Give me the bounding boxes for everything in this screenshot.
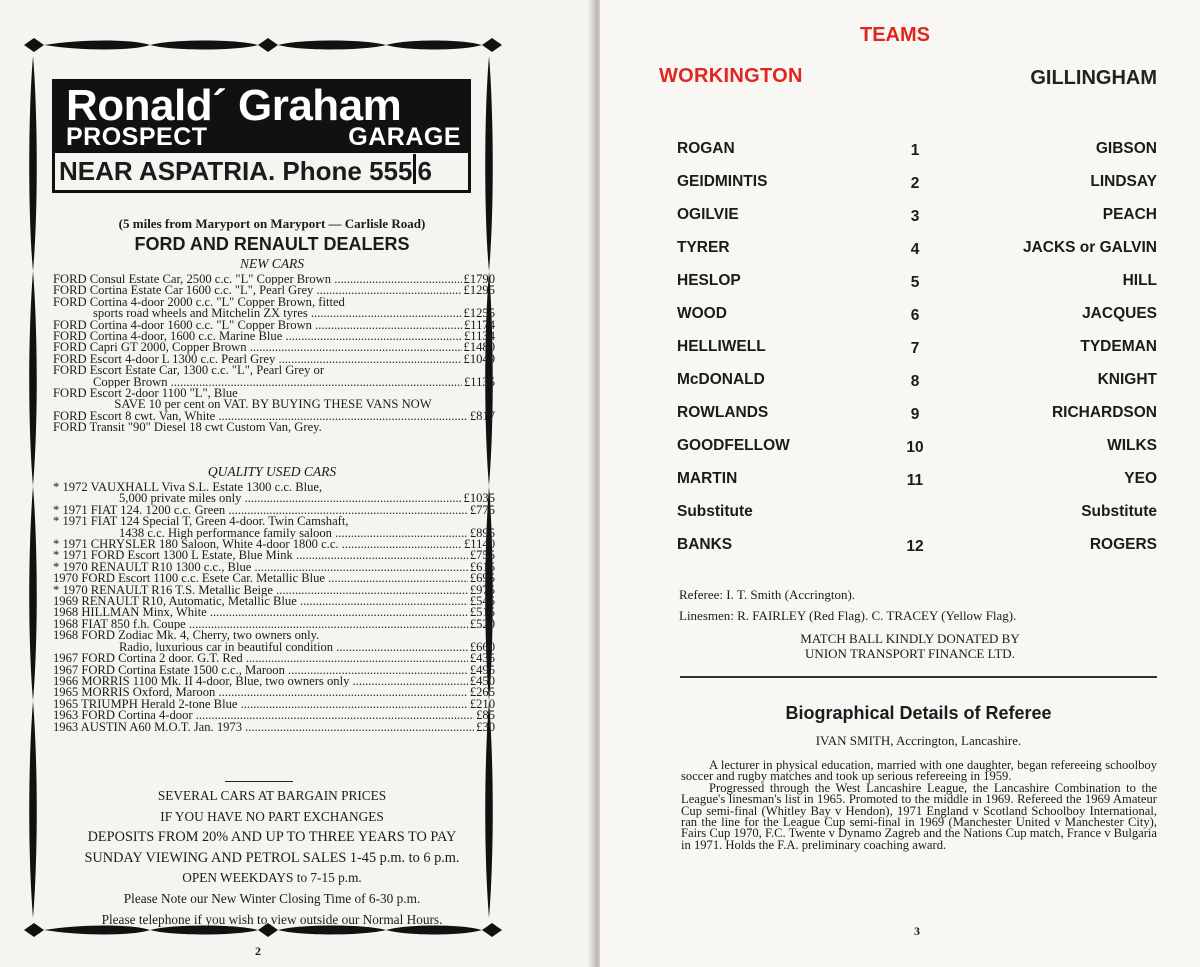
lineup-row	[677, 173, 1157, 206]
page-number: 2	[255, 944, 261, 958]
home-player: GOODFELLOW	[677, 437, 790, 454]
car-price: £1295	[463, 283, 495, 298]
car-description: 1968 HILLMAN Minx, White .....	[53, 607, 468, 618]
closing-line: SUNDAY VIEWING AND PETROL SALES 1-45 p.m. to 6 p.m.	[84, 849, 460, 866]
car-price: £435	[469, 651, 495, 666]
car-listing	[53, 550, 495, 561]
closing-line: OPEN WEEKDAYS to 7-15 p.m.	[182, 870, 362, 886]
car-listing	[53, 719, 495, 734]
car-listing	[53, 297, 495, 308]
car-price: £545	[469, 594, 495, 609]
car-price: £660	[469, 639, 495, 654]
lineup-row	[677, 239, 1157, 272]
car-listing	[53, 539, 495, 550]
car-price: £1255	[463, 306, 495, 321]
shirt-number: 5	[910, 274, 920, 291]
car-price: £895	[469, 525, 495, 540]
away-player: ROGERS	[1089, 536, 1157, 553]
page-number: 3	[914, 924, 920, 938]
car-price: £1174	[463, 317, 495, 332]
closing-line: SEVERAL CARS AT BARGAIN PRICES	[157, 788, 387, 803]
away-player: HILL	[1122, 272, 1157, 289]
car-price: £85	[476, 708, 495, 723]
car-listing	[53, 374, 495, 389]
car-listing	[53, 365, 495, 376]
car-description: FORD Escort 2-door 1100 "L", Blue	[53, 388, 238, 400]
bio-title: Biographical Details of Referee	[785, 703, 1052, 723]
car-description: * 1971 FORD Escort 1300 L Estate, Blue Mink .....	[53, 550, 468, 561]
car-price: £265	[469, 685, 495, 700]
advert-garage-right: GARAGE	[348, 123, 461, 151]
car-listing	[53, 274, 495, 285]
car-description: 1966 MORRIS 1100 Mk. II 4-door, Blue, two owners only .....	[53, 676, 468, 687]
advert-dealers-heading: FORD AND RENAULT DEALERS	[134, 234, 410, 254]
car-description: FORD Consul Estate Car, 2500 c.c. "L" Copper Brown .....	[53, 274, 462, 285]
car-listing	[53, 673, 495, 688]
shirt-number: 4	[910, 241, 920, 258]
car-listing	[53, 502, 495, 517]
used-cars-title: QUALITY USED CARS	[207, 464, 337, 479]
closing-line: IF YOU HAVE NO PART EXCHANGES	[160, 808, 384, 824]
car-description: 5,000 private miles only .....	[53, 493, 462, 504]
car-description: FORD Cortina 4-door 2000 c.c. "L" Copper Brown, fitted	[53, 296, 345, 309]
section-divider	[680, 676, 1157, 678]
car-listing	[53, 388, 495, 399]
car-description: 1968 FIAT 850 f.h. Coupe .....	[53, 619, 468, 630]
car-price: £1480	[463, 340, 495, 355]
shirt-number: 1	[910, 142, 920, 159]
lineup-row	[677, 338, 1157, 371]
advert-closing	[52, 786, 492, 930]
home-player: McDONALD	[677, 371, 765, 388]
car-price: £817	[469, 408, 495, 423]
car-listing	[53, 422, 495, 433]
car-price: £1790	[463, 272, 495, 286]
closing-line: Please telephone if you wish to view outside our Normal Hours.	[101, 911, 443, 927]
bio-paragraph: Progressed through the West Lancashire League, the Lancashire Combination to the League's linesman's list in 1965. Promoted to the middle in 1969. Refereed the 1969 Amateur Cup semi-final (Whitley Bay v Hendon), 1971 England v Scotland Schoolboy International, ran the line for the League Cup semi-final in 1969 (Manchester United v Manchester City), Fairs Cup 1970, F.C. Twente v Dynamo Zagreb and the Nations Cup match, France v Bulgaria in 1971. Holds the F.A. preliminary coaching award.	[681, 780, 1158, 852]
car-description: 1967 FORD Cortina Estate 1500 c.c., Maroon .....	[53, 665, 468, 676]
car-listing	[53, 408, 495, 423]
car-price: £210	[469, 696, 495, 711]
shirt-number: 8	[910, 373, 920, 390]
closing-line: DEPOSITS FROM 20% AND UP TO THREE YEARS TO PAY	[87, 829, 457, 846]
ornament-border-top	[22, 36, 504, 54]
car-listing	[53, 596, 495, 607]
lineup-row	[677, 371, 1157, 404]
lineup-row	[677, 503, 1157, 536]
car-listing	[53, 559, 495, 574]
car-price: £30	[476, 719, 495, 734]
away-team-name: GILLINGHAM	[1030, 67, 1157, 89]
car-description: sports road wheels and Mitchelin ZX tyres .....	[53, 308, 462, 319]
shirt-number: 3	[910, 208, 920, 225]
car-price: £515	[469, 605, 495, 620]
car-description: Copper Brown .....	[53, 377, 462, 388]
car-description: * 1970 RENAULT R16 T.S. Metallic Beige .....	[53, 585, 468, 596]
car-description: 1965 MORRIS Oxford, Maroon .....	[53, 687, 468, 698]
car-listing	[53, 285, 495, 296]
car-listing	[53, 331, 495, 342]
advert-directions: (5 miles from Maryport on Maryport — Carlisle Road)	[118, 216, 426, 231]
car-listing	[53, 399, 495, 410]
car-description: Radio, luxurious car in beautiful condition .....	[53, 642, 468, 653]
new-cars-title: NEW CARS	[239, 256, 305, 271]
away-player: RICHARDSON	[1051, 404, 1157, 421]
car-price: £775	[469, 502, 495, 517]
away-player: JACQUES	[1082, 305, 1157, 322]
bio-paragraph: A lecturer in physical education, married with one daughter, began refereeing schoolboy soccer and rugby matches and took up serious refereeing in 1959.	[681, 758, 1157, 784]
car-listing	[53, 630, 495, 641]
lineup-row	[677, 536, 1157, 569]
linesmen-line: Linesmen: R. FAIRLEY (Red Flag). C. TRACEY (Yellow Flag).	[679, 608, 1017, 623]
car-listing	[53, 351, 495, 366]
match-ball-notice	[720, 632, 1100, 661]
shirt-number: 10	[906, 439, 924, 456]
lineup-row	[677, 272, 1157, 305]
car-listing	[53, 662, 495, 677]
away-player: KNIGHT	[1097, 371, 1157, 388]
car-listing	[53, 687, 495, 698]
car-listing	[53, 607, 495, 618]
home-player: OGILVIE	[677, 206, 739, 223]
home-player: WOOD	[677, 305, 727, 322]
car-listing	[53, 482, 495, 493]
lineup-row	[677, 305, 1157, 338]
home-player: Substitute	[677, 503, 753, 520]
away-player: YEO	[1124, 470, 1157, 487]
car-listing	[53, 639, 495, 654]
car-description: 1969 RENAULT R10, Automatic, Metallic Blue .....	[53, 596, 468, 607]
car-listing	[53, 582, 495, 597]
shirt-number: 7	[910, 340, 920, 357]
car-description: 1963 FORD Cortina 4-door .....	[53, 710, 474, 721]
advert-phone-suffix: 6	[417, 156, 432, 186]
car-listing	[53, 308, 495, 319]
home-player: ROGAN	[677, 140, 735, 157]
away-player: JACKS or GALVIN	[1022, 239, 1157, 256]
car-description: 1963 AUSTIN A60 M.O.T. Jan. 1973 .....	[53, 722, 474, 733]
car-listing	[53, 525, 495, 540]
away-player: TYDEMAN	[1080, 338, 1157, 355]
bio-name: IVAN SMITH, Accrington, Lancashire.	[815, 733, 1022, 748]
car-description: FORD Transit "90" Diesel 18 cwt Custom Van, Grey.	[53, 422, 322, 434]
car-price: £1035	[463, 491, 495, 506]
lineup-row	[677, 470, 1157, 503]
car-description: FORD Escort 8 cwt. Van, White .....	[53, 411, 468, 422]
home-player: TYRER	[677, 239, 730, 256]
car-description: FORD Cortina 4-door, 1600 c.c. Marine Blue .....	[53, 331, 462, 342]
advert-garage-left: PROSPECT	[66, 123, 208, 151]
car-description: FORD Escort 4-door L 1300 c.c. Pearl Grey .....	[53, 354, 462, 365]
car-price: £615	[469, 559, 495, 574]
car-listing	[53, 516, 495, 527]
car-description: * 1971 FIAT 124. 1200 c.c. Green .....	[53, 505, 468, 516]
car-description: FORD Cortina Estate Car 1600 c.c. "L", Pearl Grey .....	[53, 285, 462, 296]
match-ball-line: MATCH BALL KINDLY DONATED BY	[800, 631, 1020, 646]
car-description: FORD Capri GT 2000, Copper Brown .....	[53, 342, 462, 353]
car-description: 1970 FORD Escort 1100 c.c. Esete Car. Metallic Blue .....	[53, 573, 468, 584]
car-description: * 1970 RENAULT R10 1300 c.c., Blue .....	[53, 562, 468, 573]
lineup-row	[677, 206, 1157, 239]
car-listing	[53, 342, 495, 353]
car-description: 1968 FORD Zodiac Mk. 4, Cherry, two owners only.	[53, 630, 320, 642]
advert-location: NEAR ASPATRIA. Phone 555	[59, 156, 413, 186]
car-listing	[53, 710, 495, 721]
home-player: GEIDMINTIS	[677, 173, 768, 190]
car-price: £975	[469, 582, 495, 597]
car-listing	[53, 696, 495, 711]
car-price: £520	[469, 616, 495, 631]
car-price: £1049	[463, 351, 495, 366]
home-player: ROWLANDS	[677, 404, 769, 421]
home-player: BANKS	[677, 536, 733, 553]
away-player: PEACH	[1102, 206, 1157, 223]
car-description: 1438 c.c. High performance family saloon .....	[53, 528, 468, 539]
car-price: £755	[469, 548, 495, 563]
car-description: 1967 FORD Cortina 2 door. G.T. Red .....	[53, 653, 468, 664]
closing-line: Please Note our New Winter Closing Time of 6-30 p.m.	[123, 890, 421, 906]
referee-line: Referee: I. T. Smith (Accrington).	[679, 587, 856, 602]
home-team-name: WORKINGTON	[659, 65, 803, 87]
car-price: £695	[469, 571, 495, 586]
new-cars-list	[53, 274, 495, 434]
shirt-number: 9	[910, 406, 920, 423]
lineup-row	[677, 404, 1157, 437]
away-player: LINDSAY	[1090, 173, 1157, 190]
shirt-number: 11	[906, 472, 924, 489]
divider-rule	[225, 781, 293, 782]
car-description: SAVE 10 per cent on VAT. BY BUYING THESE VANS NOW	[114, 399, 432, 411]
advert-business-name: Ronald´ Graham	[66, 81, 402, 130]
away-player: Substitute	[1081, 503, 1157, 520]
car-description: FORD Escort Estate Car, 1300 c.c. "L", Pearl Grey or	[53, 365, 325, 377]
car-price: £1135	[463, 374, 495, 389]
advert-location-phone	[52, 153, 471, 193]
car-price: £495	[469, 662, 495, 677]
used-cars-list	[53, 482, 495, 733]
car-price: £1134	[463, 329, 495, 344]
match-officials	[679, 584, 1016, 626]
lineup-row	[677, 140, 1157, 173]
advert-header	[52, 79, 471, 153]
home-player: HELLIWELL	[677, 338, 766, 355]
bio-text	[681, 760, 1157, 851]
team-lineup	[677, 140, 1157, 569]
car-description: FORD Cortina 4-door 1600 c.c. "L" Copper Brown .....	[53, 320, 462, 331]
car-listing	[53, 317, 495, 332]
car-listing	[53, 493, 495, 504]
home-player: MARTIN	[677, 470, 738, 487]
car-price: £1140	[463, 537, 495, 552]
home-player: HESLOP	[677, 272, 741, 289]
shirt-number: 2	[910, 175, 920, 192]
car-listing	[53, 653, 495, 664]
car-description: 1965 TRIUMPH Herald 2-tone Blue .....	[53, 699, 468, 710]
left-page	[0, 0, 592, 967]
car-description: * 1972 VAUXHALL Viva S.L. Estate 1300 c.c. Blue,	[53, 482, 323, 494]
right-page	[600, 0, 1200, 967]
away-player: WILKS	[1107, 437, 1157, 454]
shirt-number: 6	[910, 307, 920, 324]
car-description: * 1971 CHRYSLER 180 Saloon, White 4-door 1800 c.c. .....	[53, 539, 462, 550]
teams-title: TEAMS	[860, 24, 930, 46]
ornament-border-left	[27, 56, 39, 918]
lineup-row	[677, 437, 1157, 470]
match-ball-line: UNION TRANSPORT FINANCE LTD.	[805, 645, 1015, 661]
shirt-number: 12	[906, 538, 924, 555]
car-price: £450	[469, 673, 495, 688]
away-player: GIBSON	[1095, 140, 1157, 157]
car-listing	[53, 573, 495, 584]
car-description: * 1971 FIAT 124 Special T, Green 4-door. Twin Camshaft,	[53, 516, 349, 528]
car-listing	[53, 616, 495, 631]
advert-garage-line	[66, 123, 461, 152]
